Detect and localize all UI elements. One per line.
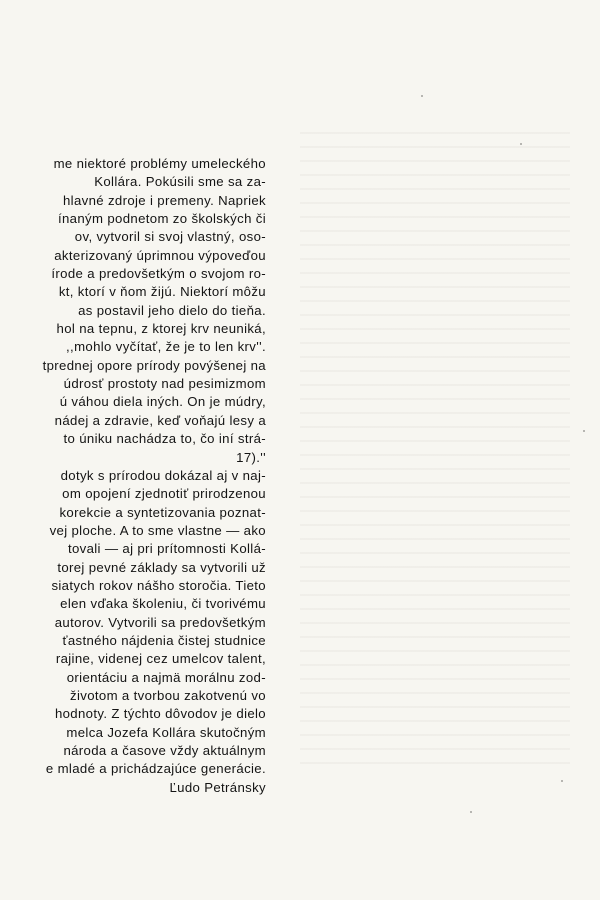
- text-line: údrosť prostoty nad pesimizmom: [63, 376, 266, 392]
- text-line: vej ploche. A to sme vlastne — ako: [49, 522, 266, 538]
- text-line: Kollára. Pokúsili sme sa za-: [94, 174, 266, 190]
- text-line: ťastného nájdenia čistej studnice: [62, 632, 266, 648]
- text-line: dotyk s prírodou dokázal aj v naj-: [60, 467, 266, 483]
- text-line: ínaným podnetom zo školských či: [57, 211, 266, 227]
- text-line: me niektoré problémy umeleckého: [53, 156, 266, 171]
- text-line: kt, ktorí v ňom žijú. Niektorí môžu: [58, 284, 266, 300]
- text-line: siatych rokov nášho storočia. Tieto: [51, 577, 266, 593]
- text-line: melca Jozefa Kollára skutočným: [66, 724, 266, 740]
- text-line: tprednej opore prírody povýšenej na: [42, 357, 266, 373]
- text-line: hol na tepnu, z ktorej krv neuniká,: [56, 321, 266, 337]
- text-line: írode a predovšetkým o svojom ro-: [51, 266, 266, 282]
- text-line: orientáciu a najmä morálnu zod-: [66, 669, 266, 685]
- text-line: as postavil jeho dielo do tieňa.: [78, 302, 266, 318]
- text-line: torej pevné základy sa vytvorili už: [57, 559, 266, 575]
- text-line: akterizovaný úprimnou výpoveďou: [54, 247, 266, 263]
- text-line: hlavné zdroje i premeny. Napriek: [63, 192, 266, 208]
- paper-speck: [421, 95, 423, 97]
- text-line: životom a tvorbou zakotvenú vo: [70, 687, 266, 703]
- text-line: nádej a zdravie, keď voňajú lesy a: [54, 412, 266, 428]
- paper-speck: [520, 143, 522, 145]
- text-line: rajine, videnej cez umelcov talent,: [55, 651, 266, 667]
- text-line: korekcie a syntetizovania poznat-: [59, 504, 266, 520]
- paper-speck: [561, 780, 563, 782]
- text-line: ,,mohlo vyčítať, že je to len krv''.: [66, 339, 266, 355]
- text-line: to úniku nachádza to, čo iní strá-: [63, 431, 266, 447]
- text-line: ú váhou diela iných. On je múdry,: [59, 394, 266, 410]
- text-line: hodnoty. Z týchto dôvodov je dielo: [54, 706, 266, 722]
- text-line: národa a časove vždy aktuálnym: [63, 743, 266, 758]
- text-line: tovali — aj pri prítomnosti Kollá-: [67, 541, 266, 557]
- text-line: autorov. Vytvorili sa predovšetkým: [54, 614, 266, 630]
- text-line: e mladé a prichádzajúce generácie.: [45, 761, 266, 777]
- reverse-side-bleed-through: [300, 120, 570, 770]
- paper-speck: [583, 430, 585, 432]
- paper-speck: [470, 811, 472, 813]
- article-text: [0, 155, 266, 779]
- text-line: om opojení zjednotiť prirodzenou: [62, 486, 266, 502]
- text-line: elen vďaka školeniu, či tvorivému: [60, 596, 266, 612]
- author-signature: Ľudo Petránsky: [169, 780, 266, 795]
- text-line: ov, vytvoril si svoj vlastný, oso-: [74, 229, 266, 245]
- text-line: 17).'': [236, 449, 266, 465]
